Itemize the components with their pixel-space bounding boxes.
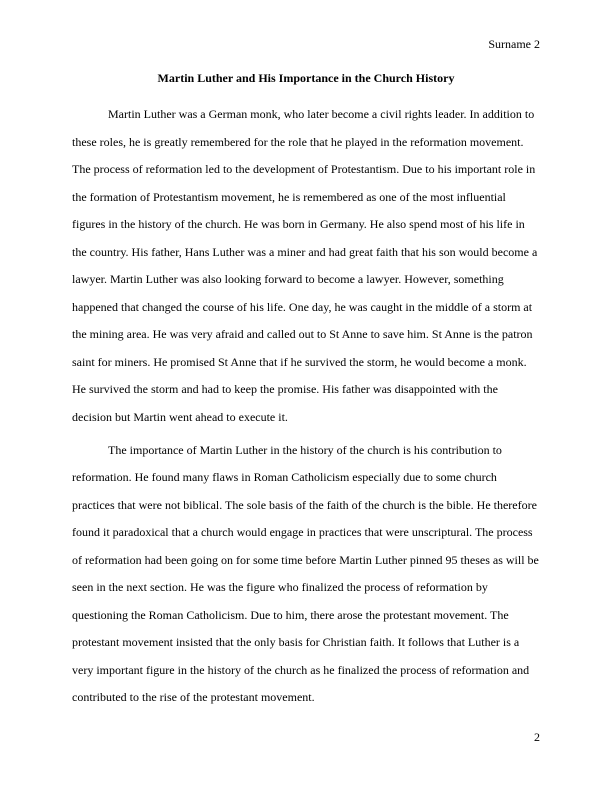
body-paragraph-2: The importance of Martin Luther in the history of the church is his contribution to reformation. He found many flaws in Roman Catholicism especially due to some church practices that were not biblical. The sole basis of the faith of the church is the bible. He therefore found it paradoxical that a church would engage in practices that were unscriptural. The process of reformation had been going on for some time before Martin Luther pinned 95 theses as will be seen in the next section. He was the figure who finalized the process of reformation by questioning the Roman Catholicism. Due to him, there arose the protestant movement. The protestant movement insisted that the only basis for Christian faith. It follows that Luther is a very important figure in the history of the church as he finalized the process of reformation and contributed to the rise of the protestant movement. bbox=[72, 442, 539, 704]
running-header: Surname 2 bbox=[488, 37, 540, 51]
document-body bbox=[72, 101, 540, 712]
document-title: Martin Luther and His Importance in the Church History bbox=[157, 71, 455, 85]
page-number: 2 bbox=[534, 730, 540, 744]
body-paragraph-1: Martin Luther was a German monk, who later become a civil rights leader. In addition to these roles, he is greatly remembered for the role that he played in the reformation movement. The process of reformation led to the development of Protestantism. Due to his important role in the formation of Protestantism movement, he is remembered as one of the most influential figures in the history of the church. He was born in Germany. He also spend most of his life in the country. His father, Hans Luther was a miner and had great faith that his son would become a lawyer. Martin Luther was also looking forward to become a lawyer. However, something happened that changed the course of his life. One day, he was caught in the middle of a storm at the mining area. He was very afraid and called out to St Anne to save him. St Anne is the patron saint for miners. He promised St Anne that if he survived the storm, he would become a monk. He survived the storm and had to keep the promise. His father was disappointed with the decision but Martin went ahead to execute it. bbox=[72, 107, 538, 424]
